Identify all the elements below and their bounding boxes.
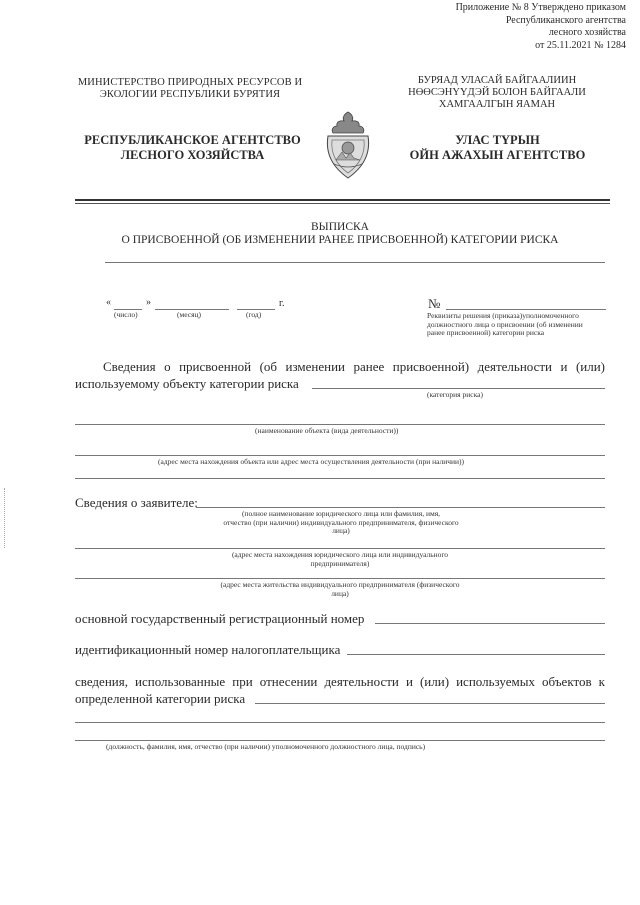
scan-edge-mark xyxy=(4,488,6,548)
agency-ru-line-2: ЛЕСНОГО ХОЗЯЙСТВА xyxy=(120,148,265,162)
used-info-field-2[interactable] xyxy=(75,722,605,723)
risk-category-field[interactable] xyxy=(312,388,605,389)
applicant-address-caption-line-2: предпринимателя) xyxy=(310,558,370,568)
ministry-ru-line-2: ЭКОЛОГИИ РЕСПУБЛИКИ БУРЯТИЯ xyxy=(99,89,281,100)
agency-bu-line-2: ОЙН АЖАХЫН АГЕНТСТВО xyxy=(409,148,586,162)
date-day-caption: (число) xyxy=(114,310,138,319)
inn-field[interactable] xyxy=(347,654,605,655)
official-signature-field[interactable] xyxy=(75,740,605,741)
object-address-caption: (адрес места нахождения объекта или адрес места осуществления деятельности (при наличии)) xyxy=(158,457,465,466)
agency-ru-line-1: РЕСПУБЛИКАНСКОЕ АГЕНТСТВО xyxy=(84,133,301,147)
approval-line-3: лесного хозяйства xyxy=(548,27,626,38)
decision-caption-line-2: должностного лица о присвоении (об изменении xyxy=(427,319,583,329)
ministry-bu-line-2: НӨӨСЭНҮҮДЭЙ БОЛОН БАЙГААЛИ xyxy=(408,87,586,98)
document-title xyxy=(70,221,610,247)
approval-line-4: от 25.11.2021 № 1284 xyxy=(535,39,626,51)
applicant-name-field[interactable] xyxy=(196,507,605,508)
used-info-line-2: определенной категории риска xyxy=(75,691,246,706)
object-address-field[interactable] xyxy=(75,455,605,456)
residence-caption-line-1: (адрес места жительства индивидуального предпринимателя (физического xyxy=(220,580,460,589)
residence-caption-line-2: лица) xyxy=(331,588,349,598)
applicant-address-caption-line-1: (адрес места нахождения юридического лица или индивидуального xyxy=(231,550,449,559)
agency-bu-line-1: УЛАС ТҮРЫН xyxy=(455,133,540,147)
approval-note xyxy=(456,2,626,52)
date-month-caption: (месяц) xyxy=(177,310,202,319)
date-close-quote: » xyxy=(146,297,151,308)
agency-ru xyxy=(70,133,315,163)
object-name-field[interactable] xyxy=(75,424,605,425)
decision-caption-line-3: ранее присвоенной) категории риска xyxy=(427,328,545,337)
decision-number-field[interactable] xyxy=(446,309,606,310)
header-divider-thick xyxy=(75,199,610,201)
title-line-2: О ПРИСВОЕННОЙ (ОБ ИЗМЕНЕНИИ РАНЕЕ ПРИСВОЕННОЙ) КАТЕГОРИИ РИСКА xyxy=(121,234,559,246)
used-info-field[interactable] xyxy=(255,703,605,704)
ministry-ru xyxy=(70,77,310,101)
applicant-caption-line-2: отчество (при наличии) индивидуального предпринимателя, физического xyxy=(223,517,459,527)
applicant-caption-line-1: (полное наименование юридического лица или фамилия, имя, xyxy=(241,509,441,518)
title-line-1: ВЫПИСКА xyxy=(311,221,369,233)
title-underline[interactable] xyxy=(105,262,605,263)
used-info-line-1: сведения, использованные при отнесении деятельности и (или) используемых объектов к xyxy=(75,674,605,689)
ministry-bu xyxy=(392,75,602,111)
coat-of-arms-icon xyxy=(320,108,376,184)
residence-address-field[interactable] xyxy=(75,578,605,579)
object-caption: (наименование объекта (вида деятельности)) xyxy=(255,426,399,435)
ministry-bu-line-1: БУРЯАД УЛАСАЙ БАЙГААЛИИН xyxy=(417,75,577,86)
info-line-2: используемому объекту категории риска xyxy=(75,376,299,391)
category-caption: (категория риска) xyxy=(427,390,483,399)
applicant-label: Сведения о заявителе: xyxy=(75,495,198,510)
number-sign: № xyxy=(428,296,441,311)
ministry-ru-line-1: МИНИСТЕРСТВО ПРИРОДНЫХ РЕСУРСОВ И xyxy=(77,77,303,88)
applicant-address-field[interactable] xyxy=(75,548,605,549)
info-line-1: Сведения о присвоенной (об изменении ранее присвоенной) деятельности и (или) xyxy=(103,359,605,374)
approval-line-2: Республиканского агентства xyxy=(505,14,626,26)
ogrn-label: основной государственный регистрационный номер xyxy=(75,611,365,626)
date-open-quote: « xyxy=(106,297,111,308)
applicant-caption-line-3: лица) xyxy=(332,526,350,535)
ministry-bu-line-3: ХАМГААЛГЫН ЯАМАН xyxy=(438,99,556,110)
object-address-field-2[interactable] xyxy=(75,478,605,479)
approval-line-1: Приложение № 8 Утверждено приказом xyxy=(455,2,626,13)
applicant-address-caption xyxy=(180,551,500,568)
ogrn-field[interactable] xyxy=(375,623,605,624)
agency-bu xyxy=(385,133,610,163)
official-caption: (должность, фамилия, имя, отчество (при наличии) уполномоченного должностного лица, подпись) xyxy=(106,742,426,751)
decision-caption-line-1: Реквизиты решения (приказа)уполномоченного xyxy=(427,311,579,320)
residence-caption xyxy=(180,581,500,598)
applicant-caption xyxy=(196,510,486,536)
date-year-caption: (год) xyxy=(246,310,262,319)
date-year-suffix: г. xyxy=(279,298,285,309)
header-divider-thin xyxy=(75,203,610,204)
inn-label: идентификационный номер налогоплательщика xyxy=(75,642,341,657)
decision-caption xyxy=(427,312,617,338)
